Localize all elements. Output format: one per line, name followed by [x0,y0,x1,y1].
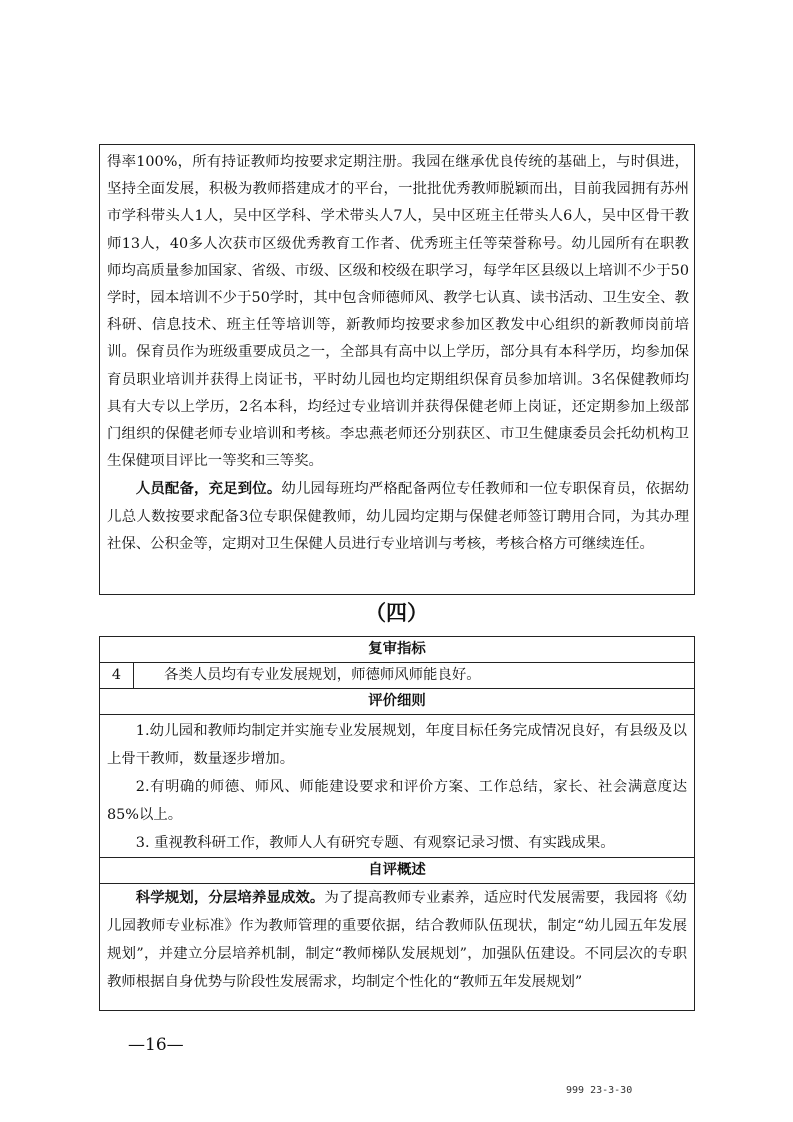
page-number: —16— [128,1035,184,1055]
review-indicator-header: 复审指标 [100,637,694,663]
self-eval-cell [100,884,694,1011]
indicator-text: 各类人员均有专业发展规划，师德师风师能良好。 [164,667,481,683]
print-stamp: 999 23-3-30 [566,1085,633,1096]
staffing-paragraph [107,475,689,558]
criteria-item-2: 2.有明确的师德、师风、师能建设要求和评价方案、工作总结，家长、社会满意度达85%以上。 [107,779,687,823]
staffing-body: 幼儿园每班均严格配备两位专任教师和一位专职保育员，依据幼儿总人数按要求配备3位专职保健教师，幼儿园均定期与保健老师签订聘用合同，为其办理社保、公积金等，定期对卫生保健人员进行专业培训与考核，考核合格方可继续连任。 [107,481,689,552]
continued-paragraph: 得率100%，所有持证教师均按要求定期注册。我园在继承优良传统的基础上，与时俱进，坚持全面发展，积极为教师搭建成才的平台，一批批优秀教师脱颖而出，目前我园拥有苏州市学科带头人1人，吴中区学科、学术带头人7人，吴中区班主任带头人6人，吴中区骨干教师13人，40多人次获市区级优秀教育工作者、优秀班主任等荣誉称号。幼儿园所有在职教师均高质量参加国家、省级、市级、区级和校级在职学习，每学年区县级以上培训不少于50学时，园本培训不少于50学时，其中包含师德师风、教学七认真、读书活动、卫生安全、教科研、信息技术、班主任等培训等，新教师均按要求参加区教发中心组织的新教师岗前培训。保育员作为班级重要成员之一，全部具有高中以上学历，部分具有本科学历，均参加保育员职业培训并获得上岗证书，平时幼儿园也均定期组织保育员参加培训。3名保健教师均具有大专以上学历，2名本科，均经过专业培训并获得保健老师上岗证，还定期参加上级部门组织的保健老师专业培训和考核。李忠燕老师还分别获区、市卫生健康委员会托幼机构卫生保健项目评比一等奖和三等奖。 [107,154,689,470]
criteria-item-3: 3. 重视教科研工作，教师人人有研究专题、有观察记录习惯、有实践成果。 [135,835,615,851]
criteria-item-1: 1.幼儿园和教师均制定并实施专业发展规划，年度目标任务完成情况良好，有县级及以上骨干教师，数量逐步增加。 [107,723,687,767]
self-eval-header: 自评概述 [100,858,694,884]
criteria-cell [100,715,694,858]
review-table [99,636,695,1011]
indicator-number: 4 [100,663,134,688]
continued-text-box [99,144,695,595]
self-eval-body: 为了提高教师专业素养，适应时代发展需要，我园将《幼儿园教师专业标准》作为教师管理的重要依据，结合教师队伍现状，制定“幼儿园五年发展规划”，并建立分层培养机制，制定“教师梯队发展规划”，加强队伍建设。不同层次的专职教师根据自身优势与阶段性发展需求，均制定个性化的“教师五年发展规划” [107,890,687,990]
criteria-header: 评价细则 [100,689,694,715]
review-indicator-row [100,663,694,689]
self-eval-heading: 科学规划，分层培养显成效。 [135,889,325,906]
self-eval-paragraph [107,884,687,996]
section-title: （四） [365,601,428,625]
staffing-heading: 人员配备，充足到位。 [135,480,282,498]
